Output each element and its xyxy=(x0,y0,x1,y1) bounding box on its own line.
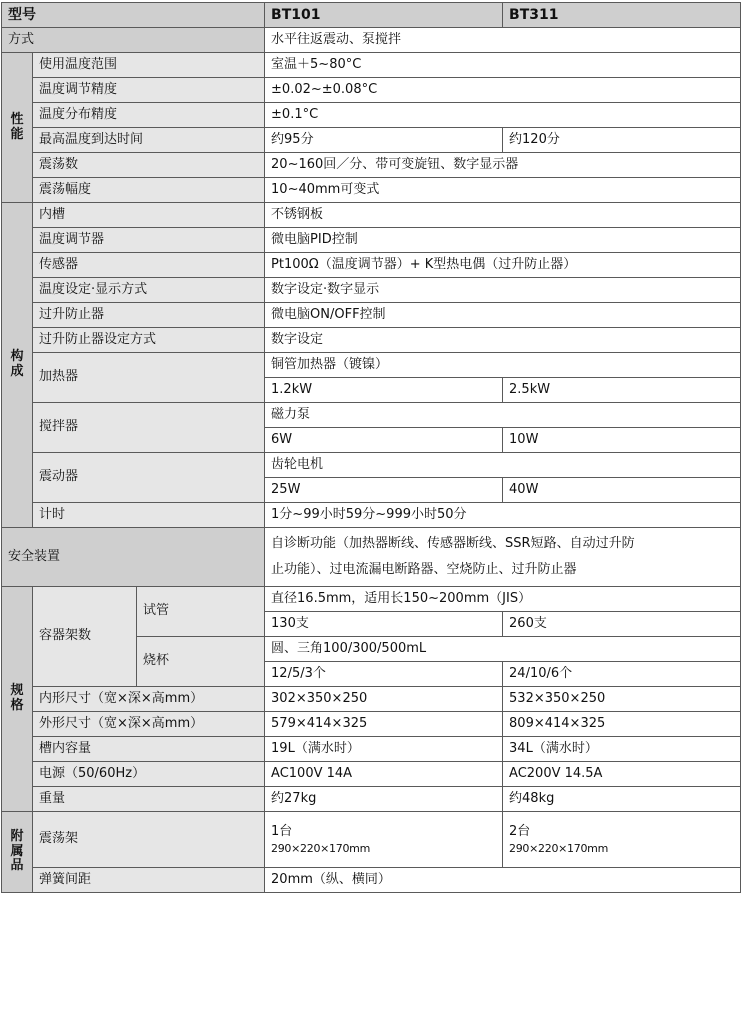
table-row xyxy=(2,78,741,103)
temp-precision-label: 温度调节精度 xyxy=(33,78,265,103)
specs-group-label: 规格 xyxy=(2,587,33,812)
shaker-rack-bt311-size: 290×220×170mm xyxy=(509,842,608,855)
inner-size-bt311: 532×350×250 xyxy=(503,687,741,712)
method-row xyxy=(2,28,741,53)
accessories-group-label: 附属品 xyxy=(2,812,33,893)
outer-size-label: 外形尺寸（宽×深×高mm） xyxy=(33,712,265,737)
tube-desc: 直径16.5mm，适用长150~200mm（JIS） xyxy=(265,587,741,612)
sensor-label: 传感器 xyxy=(33,253,265,278)
heater-bt311: 2.5kW xyxy=(503,378,741,403)
overheat-value: 微电脑ON/OFF控制 xyxy=(265,303,741,328)
beaker-bt311: 24/10/6个 xyxy=(503,662,741,687)
vibrator-type: 齿轮电机 xyxy=(265,453,741,478)
temp-setting-label: 温度设定·显示方式 xyxy=(33,278,265,303)
table-row xyxy=(2,353,741,378)
shaker-rack-bt311-qty: 2台 xyxy=(509,823,531,839)
shake-count-label: 震荡数 xyxy=(33,153,265,178)
heater-type: 铜管加热器（镀镍） xyxy=(265,353,741,378)
timer-value: 1分~99小时59分~999小时50分 xyxy=(265,503,741,528)
safety-value xyxy=(265,528,741,587)
table-row xyxy=(2,178,741,203)
shaker-rack-bt101-size: 290×220×170mm xyxy=(271,842,370,855)
temp-distribution-value: ±0.1°C xyxy=(265,103,741,128)
beaker-bt101: 12/5/3个 xyxy=(265,662,503,687)
table-row xyxy=(2,737,741,762)
time-to-max-label: 最高温度到达时间 xyxy=(33,128,265,153)
shake-count-value: 20~160回／分、带可变旋钮、数字显示器 xyxy=(265,153,741,178)
beaker-desc: 圆、三角100/300/500mL xyxy=(265,637,741,662)
inner-size-label: 内形尺寸（宽×深×高mm） xyxy=(33,687,265,712)
table-row xyxy=(2,153,741,178)
table-row xyxy=(2,303,741,328)
time-to-max-bt101: 约95分 xyxy=(265,128,503,153)
temp-distribution-label: 温度分布精度 xyxy=(33,103,265,128)
power-bt311: AC200V 14.5A xyxy=(503,762,741,787)
tube-label: 试管 xyxy=(137,587,265,637)
temp-precision-value: ±0.02~±0.08°C xyxy=(265,78,741,103)
safety-label: 安全装置 xyxy=(2,528,265,587)
overheat-label: 过升防止器 xyxy=(33,303,265,328)
spring-pitch-value: 20mm（纵、横同） xyxy=(265,868,741,893)
tube-bt311: 260支 xyxy=(503,612,741,637)
table-row xyxy=(2,103,741,128)
table-row xyxy=(2,128,741,153)
table-row xyxy=(2,787,741,812)
shaker-rack-bt101 xyxy=(265,812,503,868)
outer-size-bt101: 579×414×325 xyxy=(265,712,503,737)
inner-tank-value: 不锈钢板 xyxy=(265,203,741,228)
inner-tank-label: 内槽 xyxy=(33,203,265,228)
vibrator-label: 震动器 xyxy=(33,453,265,503)
temp-controller-label: 温度调节器 xyxy=(33,228,265,253)
table-row xyxy=(2,253,741,278)
header-row xyxy=(2,3,741,28)
shaker-rack-bt311 xyxy=(503,812,741,868)
overheat-setting-label: 过升防止器设定方式 xyxy=(33,328,265,353)
stirrer-type: 磁力泵 xyxy=(265,403,741,428)
table-row xyxy=(2,203,741,228)
weight-bt101: 约27kg xyxy=(265,787,503,812)
safety-line-2: 止功能）、过电流漏电断路器、空烧防止、过升防止器 xyxy=(271,562,577,577)
table-row xyxy=(2,868,741,893)
beaker-label: 烧杯 xyxy=(137,637,265,687)
sensor-value: Pt100Ω（温度调节器）+ K型热电偶（过升防止器） xyxy=(265,253,741,278)
table-row xyxy=(2,453,741,478)
overheat-setting-value: 数字设定 xyxy=(265,328,741,353)
performance-group-label: 性能 xyxy=(2,53,33,203)
table-row xyxy=(2,503,741,528)
model-bt101-header: BT101 xyxy=(265,3,503,28)
vibrator-bt311: 40W xyxy=(503,478,741,503)
capacity-label: 槽内容量 xyxy=(33,737,265,762)
table-row xyxy=(2,53,741,78)
shake-amplitude-label: 震荡幅度 xyxy=(33,178,265,203)
time-to-max-bt311: 约120分 xyxy=(503,128,741,153)
method-value: 水平往返震动、泵搅拌 xyxy=(265,28,741,53)
capacity-bt101: 19L（满水时） xyxy=(265,737,503,762)
shake-amplitude-value: 10~40mm可变式 xyxy=(265,178,741,203)
weight-bt311: 约48kg xyxy=(503,787,741,812)
shaker-rack-label: 震荡架 xyxy=(33,812,265,868)
stirrer-bt311: 10W xyxy=(503,428,741,453)
tube-bt101: 130支 xyxy=(265,612,503,637)
weight-label: 重量 xyxy=(33,787,265,812)
method-label: 方式 xyxy=(2,28,265,53)
table-row xyxy=(2,278,741,303)
inner-size-bt101: 302×350×250 xyxy=(265,687,503,712)
rack-label: 容器架数 xyxy=(33,587,137,687)
shaker-rack-bt101-qty: 1台 xyxy=(271,823,293,839)
table-row xyxy=(2,712,741,737)
power-label: 电源（50/60Hz） xyxy=(33,762,265,787)
stirrer-label: 搅拌器 xyxy=(33,403,265,453)
table-row xyxy=(2,812,741,868)
spec-table xyxy=(1,2,741,893)
construction-group-label: 构成 xyxy=(2,203,33,528)
table-row xyxy=(2,228,741,253)
outer-size-bt311: 809×414×325 xyxy=(503,712,741,737)
model-bt311-header: BT311 xyxy=(503,3,741,28)
temp-range-label: 使用温度范围 xyxy=(33,53,265,78)
vibrator-bt101: 25W xyxy=(265,478,503,503)
table-row xyxy=(2,328,741,353)
table-row xyxy=(2,403,741,428)
spring-pitch-label: 弹簧间距 xyxy=(33,868,265,893)
timer-label: 计时 xyxy=(33,503,265,528)
stirrer-bt101: 6W xyxy=(265,428,503,453)
power-bt101: AC100V 14A xyxy=(265,762,503,787)
temp-range-value: 室温＋5~80°C xyxy=(265,53,741,78)
capacity-bt311: 34L（满水时） xyxy=(503,737,741,762)
safety-row xyxy=(2,528,741,587)
heater-label: 加热器 xyxy=(33,353,265,403)
temp-controller-value: 微电脑PID控制 xyxy=(265,228,741,253)
table-row xyxy=(2,762,741,787)
table-row xyxy=(2,587,741,612)
safety-line-1: 自诊断功能（加热器断线、传感器断线、SSR短路、自动过升防 xyxy=(271,536,635,551)
table-row xyxy=(2,687,741,712)
model-header: 型号 xyxy=(2,3,265,28)
temp-setting-value: 数字设定·数字显示 xyxy=(265,278,741,303)
heater-bt101: 1.2kW xyxy=(265,378,503,403)
